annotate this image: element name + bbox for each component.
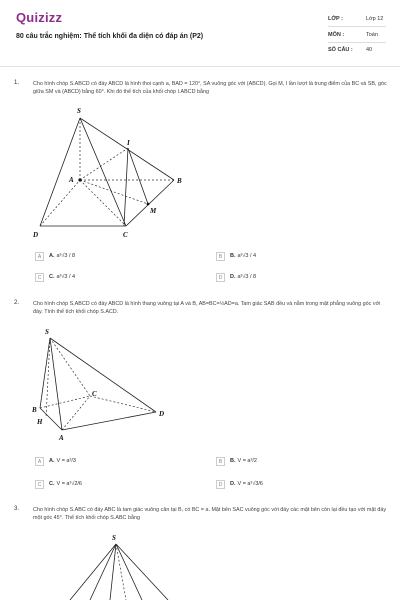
page-title: 80 câu trắc nghiệm: Thể tích khối đa diện có đáp án (P2) (16, 33, 204, 40)
label-S: S (77, 107, 81, 115)
label-I: I (127, 139, 130, 147)
meta-subject-value: Toán (366, 32, 378, 38)
meta-divider (328, 42, 386, 43)
option-value: V = a³√2/6 (56, 481, 82, 487)
worksheet-header (0, 0, 400, 66)
option-letter-box: B (216, 252, 225, 261)
meta-class-value: Lớp 12 (366, 16, 384, 22)
quizizz-logo: Quizizz (16, 10, 63, 25)
meta-subject-label: MÔN : (328, 32, 345, 38)
option-letter-box: A (35, 457, 44, 466)
label-S: S (112, 534, 116, 542)
option-value: a³√3 / 8 (237, 274, 257, 280)
label-B: B (177, 177, 182, 185)
meta-count-label: SỐ CÂU : (328, 47, 353, 53)
option-value: V = a³/3 (56, 458, 76, 464)
option-value: V = a³/2 (237, 458, 257, 464)
meta-count-value: 40 (366, 47, 373, 53)
question-text: Cho hình chóp S.ABCD có đáy ABCD là hình thoi cạnh a, BAD = 120°, SA vuông góc với (ABCD). Gọi M, I lần lượt là trung điểm của BC và SB, góc giữa SM và (ABCD) bằng 60°. Khi đó thể tích của khối chóp I.ABCD bằng (33, 81, 387, 95)
question-text: Cho hình chóp S.ABC có đáy ABC là tam giác vuông cân tại B, có BC = a. Mặt bên SAC vuông góc với đáy các mặt bên còn lại đều tạo với mặt đáy một góc 45°. Thể tích khối chóp S.ABC bằng (33, 507, 387, 521)
option-value: a³√3 / 8 (56, 253, 76, 259)
label-A: A (59, 434, 64, 442)
option-value: a³√3 / 4 (56, 274, 76, 280)
pyramid-figure-2 (30, 326, 180, 444)
question-text: Cho hình chóp S.ABCD có đáy ABCD là hình thang vuông tại A và B, AB=BC=½AD=a. Tam giác SAB đều và nằm trong mặt phẳng vuông góc với đáy. Tính thể tích khối chóp S.ACD. (33, 301, 381, 315)
option-letter-box: B (216, 457, 225, 466)
label-D: D (159, 410, 165, 418)
label-D: D (33, 231, 39, 239)
option-value: a³√3 / 4 (237, 253, 257, 259)
label-B: B (32, 406, 37, 414)
option-letter-box: D (216, 480, 225, 489)
label-M: M (150, 207, 157, 215)
pyramid-figure-3 (60, 532, 180, 600)
label-S: S (45, 328, 49, 336)
option-value: V = a³√3/6 (237, 481, 263, 487)
question-number: 3. (14, 506, 20, 512)
option-letter-box: A (35, 252, 44, 261)
header-divider (0, 66, 400, 67)
question-number: 2. (14, 300, 20, 306)
pyramid-figure-1 (28, 104, 198, 244)
label-H: H (37, 418, 43, 426)
meta-class-label: LỚP : (328, 16, 343, 22)
option-letter-box: C (35, 273, 44, 282)
label-C: C (92, 390, 97, 398)
label-C: C (123, 231, 128, 239)
label-A: A (69, 176, 74, 184)
meta-divider (328, 26, 386, 27)
question-number: 1. (14, 80, 20, 86)
option-letter-box: D (216, 273, 225, 282)
option-letter-box: C (35, 480, 44, 489)
